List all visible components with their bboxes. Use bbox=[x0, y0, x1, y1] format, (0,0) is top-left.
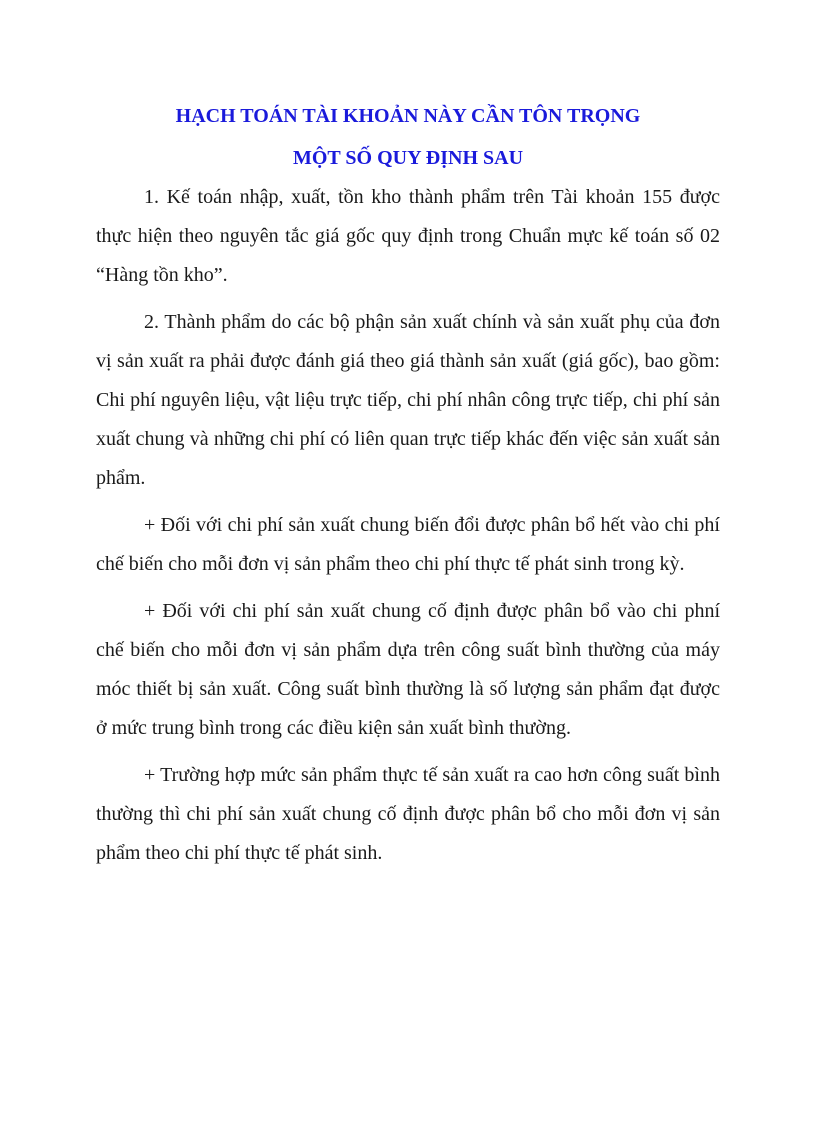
paragraph-5: + Trường hợp mức sản phẩm thực tế sản xuất ra cao hơn công suất bình thường thì chi phí sản xuất chung cố định được phân bổ cho mỗi đơn vị sản phẩm theo chi phí thực tế phát sinh. bbox=[96, 764, 720, 864]
document-title bbox=[96, 98, 720, 176]
paragraph-4: + Đối với chi phí sản xuất chung cố định được phân bổ vào chi phní chế biến cho mỗi đơn vị sản phẩm dựa trên công suất bình thường của máy móc thiết bị sản xuất. Công suất bình thường là số lượng sản phẩm đạt được ở mức trung bình trong các điều kiện sản xuất bình thường. bbox=[96, 600, 720, 739]
title-line-2: MỘT SỐ QUY ĐỊNH SAU bbox=[292, 147, 524, 169]
title-line-1: HẠCH TOÁN TÀI KHOẢN NÀY CẦN TÔN TRỌNG bbox=[175, 105, 641, 127]
paragraph-2: 2. Thành phẩm do các bộ phận sản xuất chính và sản xuất phụ của đơn vị sản xuất ra phải được đánh giá theo giá thành sản xuất (giá gốc), bao gồm: Chi phí nguyên liệu, vật liệu trực tiếp, chi phí nhân công trực tiếp, chi phí sản xuất chung và những chi phí có liên quan trực tiếp khác đến việc sản xuất sản phẩm. bbox=[96, 311, 720, 489]
paragraph-3: + Đối với chi phí sản xuất chung biến đổi được phân bổ hết vào chi phí chế biến cho mỗi đơn vị sản phẩm theo chi phí thực tế phát sinh trong kỳ. bbox=[96, 514, 720, 575]
document-content bbox=[96, 98, 720, 873]
paragraph-1: 1. Kế toán nhập, xuất, tồn kho thành phẩm trên Tài khoản 155 được thực hiện theo nguyên tắc giá gốc quy định trong Chuẩn mực kế toán số 02 “Hàng tồn kho”. bbox=[96, 186, 720, 286]
